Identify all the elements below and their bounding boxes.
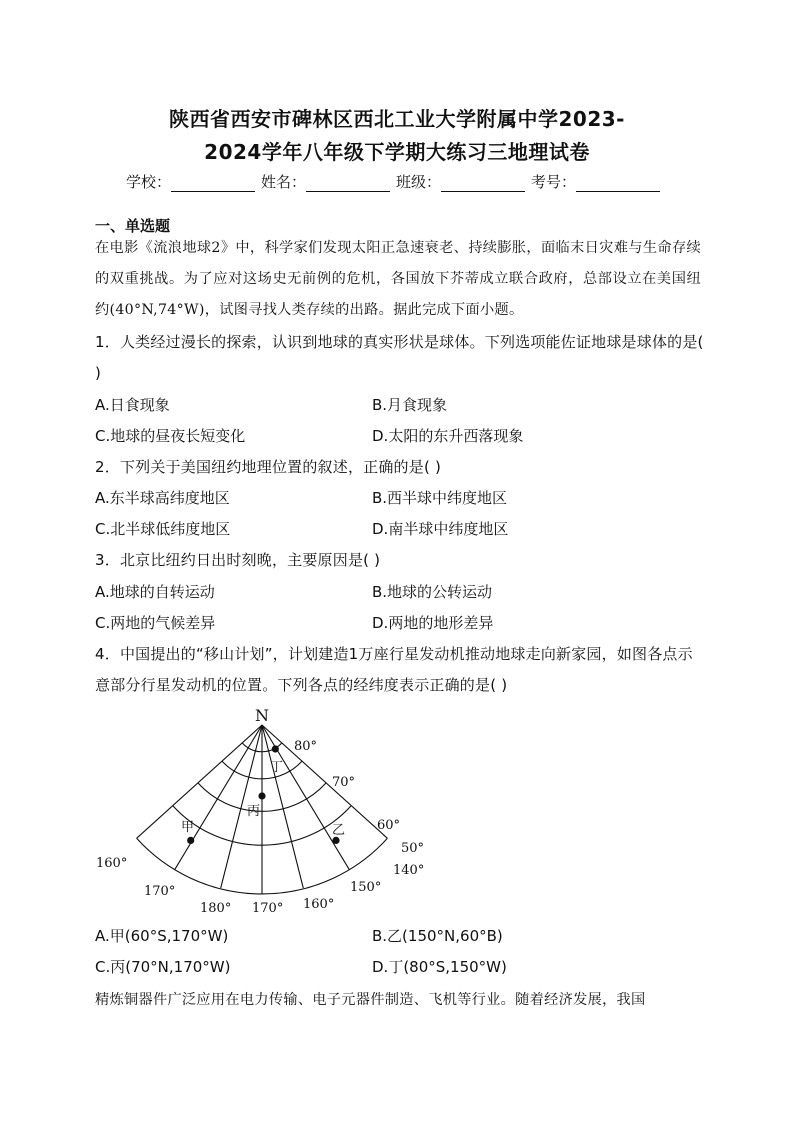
question-2-option-d[interactable]: D.南半球中纬度地区: [372, 520, 509, 538]
question-1-option-b[interactable]: B.月食现象: [372, 396, 448, 414]
pole-label: N: [255, 706, 269, 725]
name-label: 姓名：: [261, 173, 307, 191]
question-2-option-b[interactable]: B.西半球中纬度地区: [372, 489, 508, 507]
question-1-option-c[interactable]: C.地球的昼夜长短变化: [95, 427, 246, 445]
graticule-diagram: [92, 703, 432, 918]
point-bing-marker: [258, 792, 265, 799]
question-3-stem: 3．北京比纽约日出时刻晚，主要原因是( ): [95, 551, 381, 569]
point-jia-label: 甲: [181, 820, 195, 835]
name-blank[interactable]: [306, 177, 390, 192]
point-jia-marker: [187, 837, 194, 844]
lon-label-150e: 150°: [350, 880, 382, 895]
question-2-stem: 2．下列关于美国纽约地理位置的叙述，正确的是( ): [95, 458, 442, 476]
question-1-option-a[interactable]: A.日食现象: [95, 396, 170, 414]
school-blank[interactable]: [171, 177, 255, 192]
question-4-option-a[interactable]: A.甲(60°S,170°W): [95, 927, 229, 945]
exam-title-line2: 2024学年八年级下学期大练习三地理试卷: [204, 140, 590, 164]
question-2-option-c[interactable]: C.北半球低纬度地区: [95, 520, 231, 538]
point-bing-label: 丙: [247, 804, 261, 819]
exam-title-line1: 陕西省西安市碑林区西北工业大学附属中学2023-: [169, 107, 625, 131]
question-4-option-c[interactable]: C.丙(70°N,170°W): [95, 958, 231, 976]
question-3-option-a[interactable]: A.地球的自转运动: [95, 583, 215, 601]
lat-label-80: 80°: [294, 739, 318, 754]
student-info-row: [126, 171, 666, 192]
question-2-option-a[interactable]: A.东半球高纬度地区: [95, 489, 230, 507]
lon-label-160e: 160°: [303, 897, 335, 912]
lon-label-160w: 160°: [96, 856, 128, 871]
class-label: 班级：: [396, 173, 442, 191]
question-4-option-d[interactable]: D.丁(80°S,150°W): [372, 958, 507, 976]
meridian-160w: [137, 725, 262, 838]
point-ding-marker: [272, 745, 279, 752]
number-blank[interactable]: [576, 177, 660, 192]
class-blank[interactable]: [441, 177, 525, 192]
lat-label-50: 50°: [401, 841, 425, 856]
lat-label-60: 60°: [377, 818, 401, 833]
meridian-170w: [175, 725, 262, 870]
question-3-option-b[interactable]: B.地球的公转运动: [372, 583, 493, 601]
lon-label-180: 180°: [200, 901, 232, 916]
question-3-option-c[interactable]: C.两地的气候差异: [95, 614, 216, 632]
number-label: 考号：: [531, 173, 577, 191]
reading-passage-2: 精炼铜器件广泛应用在电力传输、电子元器件制造、飞机等行业。随着经济发展，我国: [95, 992, 646, 1008]
reading-passage: 在电影《流浪地球2》中，科学家们发现太阳正急速衰老、持续膨胀，面临末日灾难与生命存续的双重挑战。为了应对这场史无前例的危机，各国放下芥蒂成立联合政府，总部设立在美国纽约(40°N,74°W)，试图寻找人类存续的出路。据此完成下面小题。: [95, 240, 701, 318]
section-heading: 一、单选题: [95, 217, 171, 235]
lon-label-170w: 170°: [144, 884, 176, 899]
point-ding-label: 丁: [270, 760, 284, 775]
question-3-option-d[interactable]: D.两地的地形差异: [372, 614, 494, 632]
lon-label-140e: 140°: [393, 863, 425, 878]
question-4-option-b[interactable]: B.乙(150°N,60°B): [372, 927, 503, 945]
lat-label-70: 70°: [332, 775, 356, 790]
question-4-stem: 4．中国提出的“移山计划”，计划建造1万座行星发动机推动地球走向新家园，如图各点示意部分行星发动机的位置。下列各点的经纬度表示正确的是( ): [95, 645, 693, 694]
school-label: 学校：: [126, 173, 172, 191]
question-1-option-d[interactable]: D.太阳的东升西落现象: [372, 427, 524, 445]
question-1-stem: 1．人类经过漫长的探索，认识到地球的真实形状是球体。下列选项能佐证地球是球体的是( ): [95, 333, 704, 382]
meridian-140e: [262, 725, 387, 838]
lon-label-170e: 170°: [252, 901, 284, 916]
point-yi-label: 乙: [332, 823, 346, 838]
